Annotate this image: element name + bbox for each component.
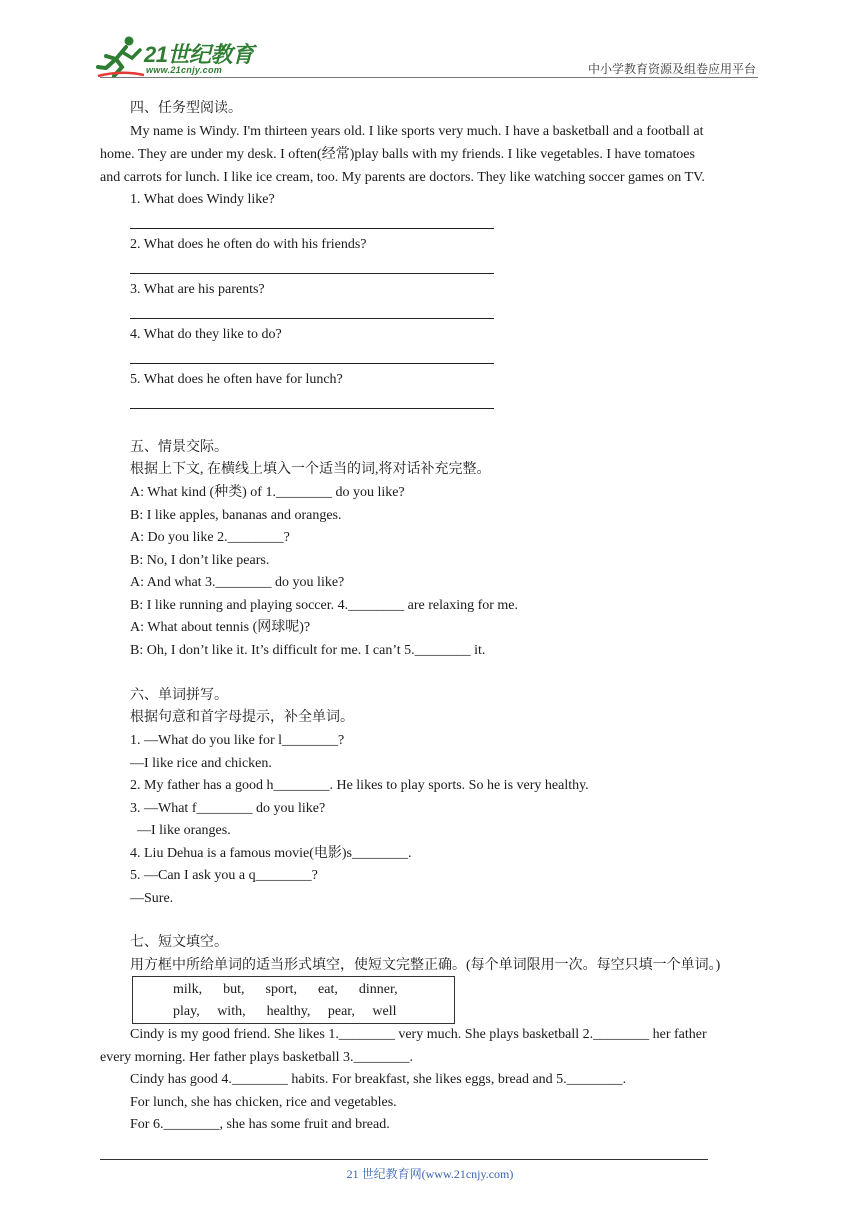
section4-title: 四、任务型阅读。: [130, 101, 242, 116]
section4-question: 1. What does Windy like?: [130, 192, 275, 207]
header-divider: [100, 77, 758, 78]
section7-passage-line: Cindy has good 4.________ habits. For breakfast, she likes eggs, bread and 5.________.: [130, 1072, 627, 1087]
answer-line: [130, 363, 494, 364]
dialogue-line: B: Oh, I don’t like it. It’s difficult for me. I can’t 5.________ it.: [130, 643, 486, 658]
section4-question: 5. What does he often have for lunch?: [130, 372, 343, 387]
dialogue-line: A: What kind (种类) of 1.________ do you like?: [130, 485, 405, 500]
section7-passage-line: Cindy is my good friend. She likes 1.________ very much. She plays basketball 2.________ her father: [130, 1027, 707, 1042]
spelling-line: 2. My father has a good h________. He likes to play sports. So he is very healthy.: [130, 778, 589, 793]
section7-passage-line: every morning. Her father plays basketball 3.________.: [100, 1050, 413, 1065]
section4-question: 4. What do they like to do?: [130, 327, 282, 342]
spelling-line: 3. —What f________ do you like?: [130, 801, 326, 816]
section4-passage-line: and carrots for lunch. I like ice cream, too. My parents are doctors. They like watching soccer games on TV.: [100, 170, 705, 185]
answer-line: [130, 273, 494, 274]
section4-question: 2. What does he often do with his friends?: [130, 237, 367, 252]
answer-line: [130, 228, 494, 229]
word-box-row: milk, but, sport, eat, dinner,: [173, 982, 398, 997]
spelling-line: —I like rice and chicken.: [130, 756, 272, 771]
section6-title: 六、单词拼写。: [130, 688, 228, 703]
section7-title: 七、短文填空。: [130, 935, 228, 950]
section7-passage-line: For lunch, she has chicken, rice and vegetables.: [130, 1095, 397, 1110]
header-platform-text: 中小学教育资源及组卷应用平台: [587, 62, 756, 76]
section4-passage-line: My name is Windy. I'm thirteen years old. I like sports very much. I have a basketball and a football at: [130, 124, 704, 139]
dialogue-line: B: No, I don’t like pears.: [130, 553, 270, 568]
spelling-line: —I like oranges.: [130, 823, 231, 838]
spelling-line: 4. Liu Dehua is a famous movie(电影)s________.: [130, 846, 412, 861]
section4-question: 3. What are his parents?: [130, 282, 265, 297]
word-box-row: play, with, healthy, pear, well: [173, 1004, 397, 1019]
spelling-line: 1. —What do you like for l________?: [130, 733, 345, 748]
dialogue-line: A: And what 3.________ do you like?: [130, 575, 345, 590]
runner-logo-icon: [96, 34, 146, 80]
footer-link[interactable]: 21 世纪教育网(www.21cnjy.com): [346, 1167, 514, 1181]
word-box: [132, 976, 455, 1024]
spelling-line: —Sure.: [130, 891, 174, 906]
logo-url: www.21cnjy.com: [146, 65, 223, 75]
site-logo: [96, 34, 266, 80]
answer-line: [130, 318, 494, 319]
section6-instruction: 根据句意和首字母提示，补全单词。: [130, 710, 354, 725]
spelling-line: 5. —Can I ask you a q________?: [130, 868, 318, 883]
section7-passage-line: For 6.________, she has some fruit and bread.: [130, 1117, 390, 1132]
section5-title: 五、情景交际。: [130, 440, 228, 455]
section4-passage-line: home. They are under my desk. I often(经常)play balls with my friends. I like vegetables. I have tomatoes: [100, 147, 695, 162]
dialogue-line: A: What about tennis (网球呢)?: [130, 620, 311, 635]
dialogue-line: A: Do you like 2.________?: [130, 530, 290, 545]
answer-line: [130, 408, 494, 409]
dialogue-line: B: I like apples, bananas and oranges.: [130, 508, 342, 523]
logo-title: 21世纪教育: [144, 42, 254, 67]
section7-instruction: 用方框中所给单词的适当形式填空，使短文完整正确。(每个单词限用一次。每空只填一个单词。): [130, 958, 721, 973]
footer-divider: [100, 1159, 708, 1160]
section5-instruction: 根据上下文, 在横线上填入一个适当的词,将对话补充完整。: [130, 462, 491, 477]
dialogue-line: B: I like running and playing soccer. 4.________ are relaxing for me.: [130, 598, 519, 613]
